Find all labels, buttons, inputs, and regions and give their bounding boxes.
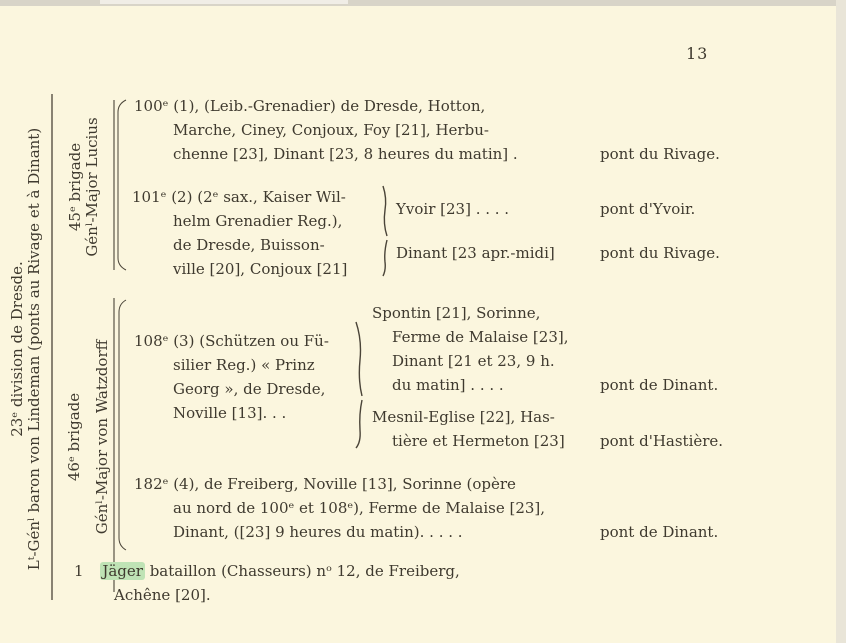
- r108-place-2b: tière et Hermeton [23]: [392, 432, 565, 450]
- r108-line-3: Georg », de Dresde,: [173, 380, 326, 398]
- r182-bridge: pont de Dinant.: [600, 523, 719, 541]
- major46-label: Génˡ-Major von Watzdorff: [93, 339, 111, 535]
- r100-line-1: 100ᵉ (1), (Leib.-Grenadier) de Dresde, Hotton,: [134, 97, 486, 115]
- r101-place-1: Yvoir [23] . . . .: [396, 200, 510, 218]
- jager-count: 1: [74, 562, 84, 580]
- r101-bridge-2: pont du Rivage.: [600, 244, 720, 262]
- jager-line-2: Achêne [20].: [114, 586, 211, 604]
- brigade46-label: 46ᵉ brigade: [65, 392, 83, 482]
- r101-line-4: ville [20], Conjoux [21]: [173, 260, 348, 278]
- r108-place-1b: Ferme de Malaise [23],: [392, 328, 569, 346]
- division-label: 23ᵉ division de Dresde.: [8, 261, 26, 437]
- r108-place-2a: Mesnil-Eglise [22], Has-: [372, 408, 555, 426]
- r100-bridge: pont du Rivage.: [600, 145, 720, 163]
- major45-label: Génˡ-Major Lucius: [83, 117, 101, 257]
- r101-bridge-1: pont d'Yvoir.: [600, 200, 696, 218]
- r182-line-2: au nord de 100ᵉ et 108ᵉ), Ferme de Malaise [23],: [173, 499, 546, 517]
- r101-line-2: helm Grenadier Reg.),: [173, 212, 343, 230]
- r108-line-4: Noville [13]. . .: [173, 404, 287, 422]
- r182-line-3: Dinant, ([23] 9 heures du matin). . . . .: [173, 523, 463, 541]
- r108-place-1c: Dinant [21 et 23, 9 h.: [392, 352, 555, 370]
- r108-line-1: 108ᵉ (3) (Schützen ou Fü-: [134, 332, 329, 350]
- r108-bridge-1: pont de Dinant.: [600, 376, 719, 394]
- r182-line-1: 182ᵉ (4), de Freiberg, Noville [13], Sorinne (opère: [134, 475, 516, 493]
- brigade45-label: 45ᵉ brigade: [66, 142, 84, 232]
- r108-place-1d: du matin] . . . .: [392, 376, 504, 394]
- general-label: Lᵗ-Génˡ baron von Lindeman (ponts au Rivage et à Dinant): [25, 127, 43, 571]
- r100-line-2: Marche, Ciney, Conjoux, Foy [21], Herbu-: [173, 121, 489, 139]
- r101-line-1: 101ᵉ (2) (2ᵉ sax., Kaiser Wil-: [132, 188, 346, 206]
- r108-line-2: silier Reg.) « Prinz: [173, 356, 315, 374]
- r108-place-1a: Spontin [21], Sorinne,: [372, 304, 541, 322]
- r108-bridge-2: pont d'Hastière.: [600, 432, 724, 450]
- jager-rest: bataillon (Chasseurs) nᵒ 12, de Freiberg,: [144, 562, 460, 580]
- r101-place-2: Dinant [23 apr.-midi]: [396, 244, 555, 262]
- jager-highlight[interactable]: Jäger: [102, 562, 143, 580]
- r101-line-3: de Dresde, Buisson-: [173, 236, 325, 254]
- page-number: 13: [686, 44, 709, 63]
- r100-line-3: chenne [23], Dinant [23, 8 heures du matin] .: [173, 145, 518, 163]
- jager-line-1: [74, 560, 460, 582]
